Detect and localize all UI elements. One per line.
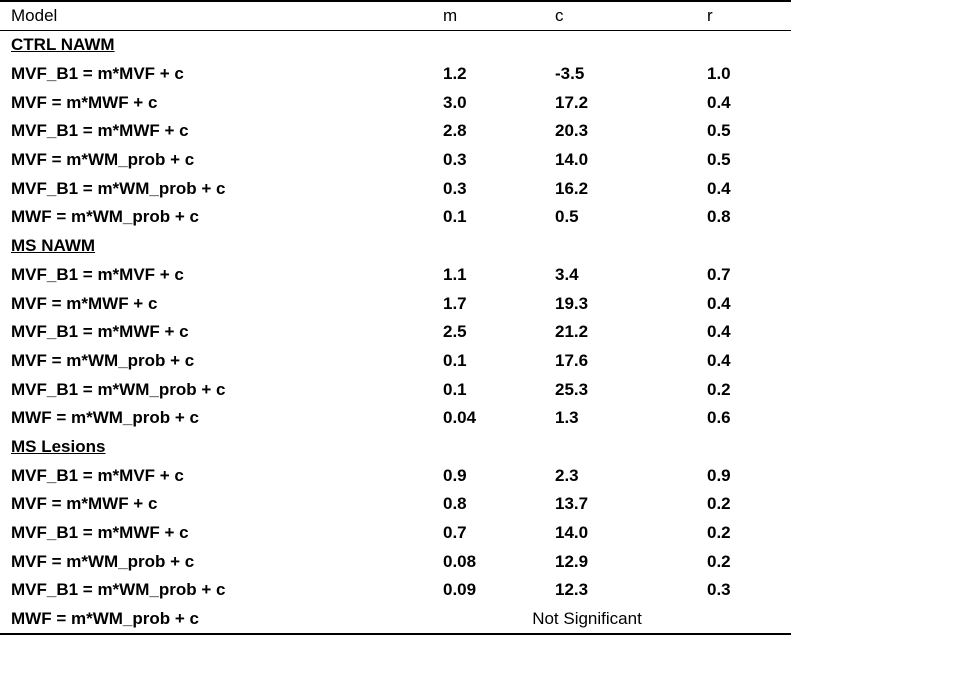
cell-m: 0.1 — [443, 350, 467, 370]
cell-m: 0.1 — [443, 207, 467, 227]
cell-c: 12.3 — [555, 580, 589, 600]
cell-c: 0.5 — [555, 207, 579, 227]
cell-model: MVF_B1 = m*MVF + c — [11, 264, 184, 284]
cell-m: 0.3 — [443, 150, 467, 170]
table-row — [0, 490, 791, 519]
cell-model: MVF = m*WM_prob + c — [11, 551, 195, 571]
cell-r: 0.2 — [707, 379, 731, 399]
header-r: r — [707, 6, 713, 25]
table-row — [0, 88, 791, 117]
not-significant-note: Not Significant — [532, 609, 642, 629]
cell-c: -3.5 — [555, 64, 585, 84]
table-header — [0, 2, 791, 31]
cell-c: 13.7 — [555, 494, 589, 514]
table-row — [0, 203, 791, 232]
cell-m: 1.2 — [443, 64, 467, 84]
cell-model: MVF = m*MWF + c — [11, 92, 158, 112]
cell-model: MVF = m*MWF + c — [11, 293, 158, 313]
cell-c: 20.3 — [555, 121, 589, 141]
cell-m: 2.5 — [443, 322, 467, 342]
cell-r: 0.4 — [707, 322, 731, 342]
table-body — [0, 31, 791, 633]
cell-c: 12.9 — [555, 551, 589, 571]
cell-model: MVF_B1 = m*MWF + c — [11, 322, 189, 342]
cell-model: MWF = m*WM_prob + c — [11, 207, 199, 227]
cell-model: MVF_B1 = m*MWF + c — [11, 121, 189, 141]
cell-r: 0.7 — [707, 264, 731, 284]
cell-model: MVF_B1 = m*MVF + c — [11, 465, 184, 485]
cell-r: 0.5 — [707, 121, 731, 141]
cell-model: MVF = m*WM_prob + c — [11, 350, 195, 370]
cell-r: 0.4 — [707, 350, 731, 370]
cell-model: MVF_B1 = m*WM_prob + c — [11, 379, 226, 399]
cell-r: 0.4 — [707, 293, 731, 313]
table-row — [0, 318, 791, 347]
table-row — [0, 375, 791, 404]
cell-r: 0.4 — [707, 92, 731, 112]
table-row — [0, 146, 791, 175]
cell-r: 0.5 — [707, 150, 731, 170]
cell-model: MVF_B1 = m*WM_prob + c — [11, 178, 226, 198]
table-row — [0, 576, 791, 605]
cell-m: 0.8 — [443, 494, 467, 514]
cell-r: 0.2 — [707, 551, 731, 571]
cell-m: 0.7 — [443, 523, 467, 543]
table-row — [0, 605, 791, 634]
cell-model: MWF = m*WM_prob + c — [11, 609, 199, 629]
section-title: CTRL NAWM — [11, 35, 115, 55]
cell-c: 14.0 — [555, 150, 589, 170]
cell-m: 1.7 — [443, 293, 467, 313]
table-row — [0, 519, 791, 548]
table-row — [0, 117, 791, 146]
section-title: MS NAWM — [11, 236, 96, 256]
cell-r: 0.2 — [707, 494, 731, 514]
section-title-row — [0, 433, 791, 462]
table-row — [0, 347, 791, 376]
cell-r: 0.6 — [707, 408, 731, 428]
cell-r: 0.4 — [707, 178, 731, 198]
section-title-row — [0, 31, 791, 60]
cell-c: 2.3 — [555, 465, 579, 485]
cell-c: 19.3 — [555, 293, 589, 313]
cell-c: 21.2 — [555, 322, 589, 342]
cell-c: 25.3 — [555, 379, 589, 399]
table-row — [0, 261, 791, 290]
table-row — [0, 174, 791, 203]
cell-model: MVF_B1 = m*MWF + c — [11, 523, 189, 543]
cell-model: MVF = m*WM_prob + c — [11, 150, 195, 170]
cell-m: 1.1 — [443, 264, 467, 284]
bottom-rule — [0, 633, 791, 635]
header-c: c — [555, 6, 564, 25]
table-row — [0, 404, 791, 433]
header-m: m — [443, 6, 458, 25]
cell-c: 1.3 — [555, 408, 579, 428]
cell-m: 0.3 — [443, 178, 467, 198]
cell-model: MVF_B1 = m*MVF + c — [11, 64, 184, 84]
cell-model: MVF = m*MWF + c — [11, 494, 158, 514]
cell-c: 17.2 — [555, 92, 589, 112]
table-row — [0, 461, 791, 490]
table-row — [0, 547, 791, 576]
section-title-row — [0, 232, 791, 261]
cell-r: 1.0 — [707, 64, 731, 84]
cell-r: 0.2 — [707, 523, 731, 543]
cell-c: 14.0 — [555, 523, 589, 543]
cell-m: 2.8 — [443, 121, 467, 141]
table-row — [0, 289, 791, 318]
cell-r: 0.9 — [707, 465, 731, 485]
cell-m: 0.1 — [443, 379, 467, 399]
header-model: Model — [11, 6, 58, 25]
cell-model: MVF_B1 = m*WM_prob + c — [11, 580, 226, 600]
cell-m: 0.04 — [443, 408, 477, 428]
cell-m: 0.9 — [443, 465, 467, 485]
cell-m: 0.09 — [443, 580, 477, 600]
cell-c: 3.4 — [555, 264, 579, 284]
cell-r: 0.8 — [707, 207, 731, 227]
cell-model: MWF = m*WM_prob + c — [11, 408, 199, 428]
table-row — [0, 60, 791, 89]
cell-c: 16.2 — [555, 178, 589, 198]
cell-m: 3.0 — [443, 92, 467, 112]
cell-m: 0.08 — [443, 551, 477, 571]
cell-c: 17.6 — [555, 350, 589, 370]
section-title: MS Lesions — [11, 436, 106, 456]
cell-r: 0.3 — [707, 580, 731, 600]
